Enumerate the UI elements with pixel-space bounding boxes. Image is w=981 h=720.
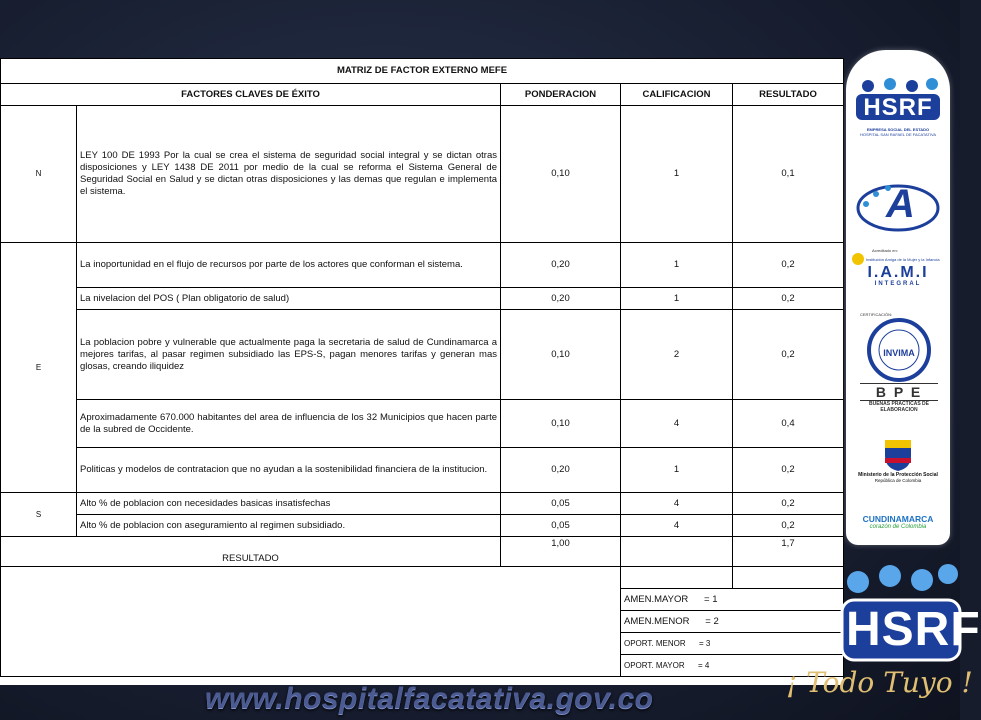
republica-text: República de Colombia — [874, 478, 922, 483]
slogan-text: ¡ Todo Tuyo ! — [786, 666, 973, 699]
resultado-cell: 0,2 — [733, 288, 844, 310]
legend-oport-menor: OPORT. MENOR = 3 — [621, 633, 844, 655]
cert-text: CERTIFICACIÓN: — [860, 312, 893, 317]
ponderacion-cell: 0,10 — [501, 310, 621, 400]
ponderacion-cell: 0,05 — [501, 515, 621, 537]
table-title: MATRIZ DE FACTOR EXTERNO MEFE — [1, 59, 844, 84]
total-ponderacion: 1,00 — [501, 537, 621, 567]
iami-line: Institución Amiga de la Mujer y la Infancia — [866, 256, 940, 262]
factor-cell: La nivelacion del POS ( Plan obligatorio de salud) — [77, 288, 501, 310]
ponderacion-cell: 0,05 — [501, 493, 621, 515]
bpe-sub: BUENAS PRACTICAS DE ELABORACION — [868, 401, 929, 413]
bpe-text: B P E — [860, 383, 938, 401]
total-calificacion-empty — [621, 537, 733, 567]
factor-cell: La inoportunidad en el flujo de recursos por parte de los actores que conforman el sistema. — [77, 243, 501, 288]
legend-empty-cell — [621, 567, 733, 589]
calificacion-cell: 1 — [621, 448, 733, 493]
legend-oport-mayor: OPORT. MAYOR = 4 — [621, 655, 844, 677]
smiley-icon — [852, 253, 864, 265]
colombia-shield-icon — [881, 436, 915, 472]
ponderacion-cell: 0,10 — [501, 106, 621, 243]
corazon-text: corazón de Colombia — [869, 524, 927, 530]
factor-cell: Aproximadamente 670.000 habitantes del area de influencia de los 32 Municipios que hacen parte de la subred de Occidente. — [77, 400, 501, 448]
resultado-cell: 0,1 — [733, 106, 844, 243]
calificacion-cell: 2 — [621, 310, 733, 400]
hsrf-big-logo — [838, 556, 981, 666]
table-row — [1, 515, 844, 537]
legend-amen-menor: AMEN.MENOR = 2 — [621, 611, 844, 633]
hsrf-sub1: EMPRESA SOCIAL DEL ESTADO — [866, 127, 930, 132]
header-factores: FACTORES CLAVES DE ÉXITO — [1, 84, 501, 106]
legend-blank-area — [1, 567, 501, 677]
group-letter-e: E — [1, 243, 77, 493]
ministerio-text: Ministerio de la Protección Social — [858, 472, 938, 478]
resultado-cell: 0,4 — [733, 400, 844, 448]
acred-text: Acreditado en: — [872, 248, 898, 253]
calificacion-cell: 4 — [621, 493, 733, 515]
invima-bpe-logo — [860, 312, 938, 422]
acreditacion-logo — [856, 178, 940, 238]
resultado-cell: 0,2 — [733, 515, 844, 537]
ponderacion-cell: 0,10 — [501, 400, 621, 448]
hsrf-big-text: HSRF — [846, 603, 981, 656]
factor-cell: La poblacion pobre y vulnerable que actualmente paga la secretaria de salud de Cundinamarca a mejores tarifas, al pasar regimen subsidiado las EPS-S, pagan menores tarifas y generan mas glosas, creando iliquidez — [77, 310, 501, 400]
total-row — [1, 537, 844, 567]
legend-blank-area-2 — [501, 567, 621, 677]
group-letter-n: N — [1, 106, 77, 243]
ponderacion-cell: 0,20 — [501, 288, 621, 310]
iami-text: I.A.M.I — [867, 264, 929, 281]
cundinamarca-logo — [852, 514, 944, 540]
table-row — [1, 448, 844, 493]
calificacion-cell: 4 — [621, 400, 733, 448]
resultado-cell: 0,2 — [733, 243, 844, 288]
invima-text: INVIMA — [883, 348, 915, 358]
ministerio-logo — [854, 436, 942, 496]
calificacion-cell: 1 — [621, 288, 733, 310]
table-row — [1, 400, 844, 448]
legend-amen-mayor: AMEN.MAYOR = 1 — [621, 589, 844, 611]
integral-text: INTEGRAL — [874, 281, 922, 287]
calificacion-cell: 1 — [621, 243, 733, 288]
legend-empty-cell — [733, 567, 844, 589]
resultado-cell: 0,2 — [733, 448, 844, 493]
resultado-cell: 0,2 — [733, 310, 844, 400]
factor-cell: Alto % de poblacion con necesidades basicas insatisfechas — [77, 493, 501, 515]
header-calificacion: CALIFICACION — [621, 84, 733, 106]
header-ponderacion: PONDERACION — [501, 84, 621, 106]
total-resultado: 1,7 — [733, 537, 844, 567]
hsrf-logo — [854, 78, 942, 148]
table-row — [1, 288, 844, 310]
hsrf-logo-text: HSRF — [863, 94, 933, 121]
calificacion-cell: 1 — [621, 106, 733, 243]
hsrf-sub2: HOSPITAL SAN RAFAEL DE FACATATIVA — [859, 132, 937, 137]
group-letter-s: S — [1, 493, 77, 537]
factor-cell: LEY 100 DE 1993 Por la cual se crea el sistema de seguridad social integral y se dictan otras disposiciones y LEY 1438 DE 2011 por medio de la cual se reforma el Sistema General de Seguridad Social en Salud y se dictan otras disposiciones y las demas que regulan e implementa el sistema. — [77, 106, 501, 243]
calificacion-cell: 4 — [621, 515, 733, 537]
ponderacion-cell: 0,20 — [501, 243, 621, 288]
acreditacion-letter: A — [886, 182, 915, 226]
table-row — [1, 493, 844, 515]
resultado-cell: 0,2 — [733, 493, 844, 515]
factor-cell: Alto % de poblacion con aseguramiento al regimen subsidiado. — [77, 515, 501, 537]
iami-logo — [852, 248, 944, 298]
table-row — [1, 243, 844, 288]
ponderacion-cell: 0,20 — [501, 448, 621, 493]
table-row — [1, 106, 844, 243]
mefe-matrix-table — [0, 58, 844, 677]
factor-cell: Politicas y modelos de contratacion que no ayudan a la sostenibilidad financiera de la institucion. — [77, 448, 501, 493]
cundinamarca-text: CUNDINAMARCA — [862, 514, 934, 524]
logo-banner — [846, 50, 950, 545]
header-resultado: RESULTADO — [733, 84, 844, 106]
website-url[interactable]: www.hospitalfacatativa.gov.co — [205, 682, 654, 715]
table-row — [1, 310, 844, 400]
total-label: RESULTADO — [1, 537, 501, 567]
